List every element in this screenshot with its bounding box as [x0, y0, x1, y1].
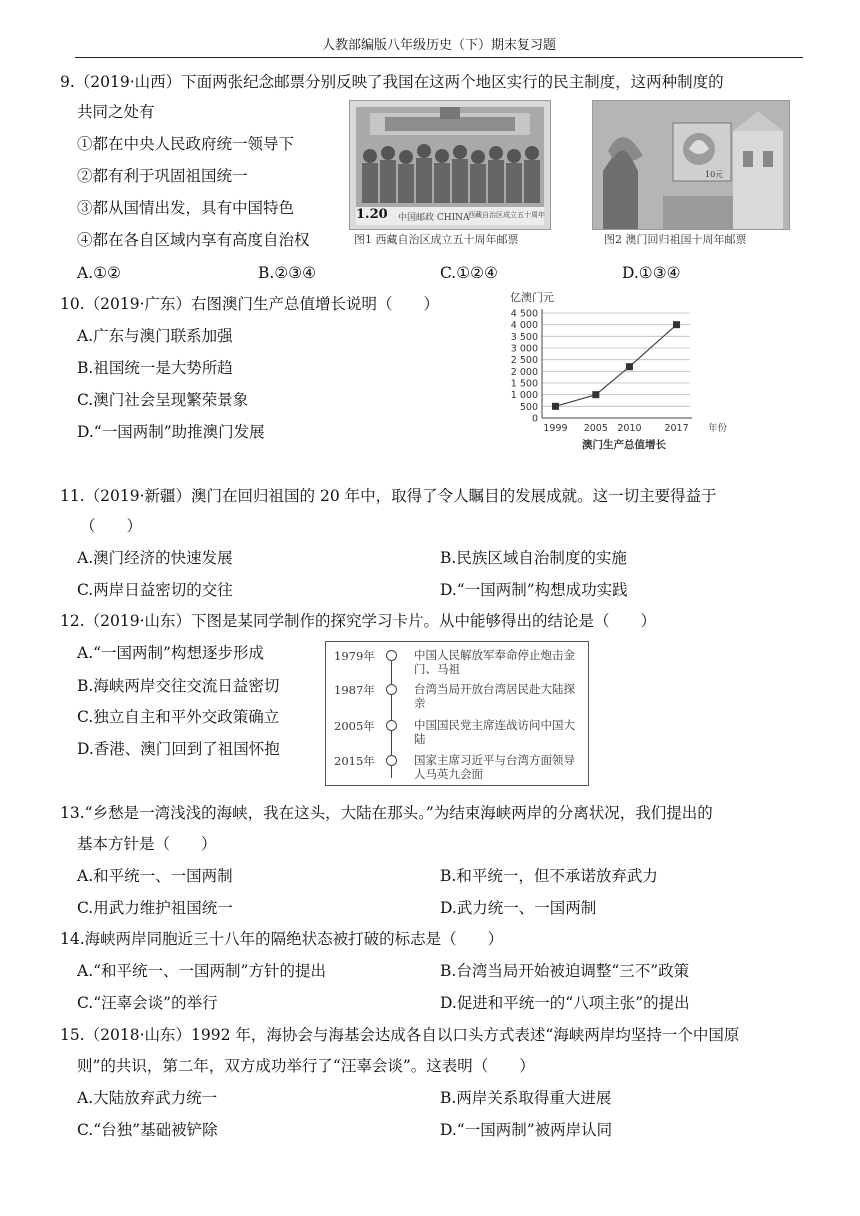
gdp-series-line — [555, 325, 676, 407]
data-point-marker — [673, 321, 680, 328]
q10-option-c: C.澳门社会呈现繁荣景象 — [77, 391, 249, 409]
q9-option-c: C.①②④ — [440, 264, 498, 282]
y-tick-label: 0 — [531, 413, 538, 425]
q12-option-a: A.“一国两制”构想逐步形成 — [77, 644, 264, 662]
q10-option-b: B.祖国统一是大势所趋 — [77, 359, 233, 377]
tibet-stamp-face-value: 1.20 — [356, 207, 388, 222]
x-tick-label: 2010 — [617, 423, 642, 434]
timeline-event: 中国国民党主席连战访问中国大陆 — [414, 718, 575, 746]
q15-option-a: A.大陆放弃武力统一 — [77, 1089, 218, 1107]
q14-option-c: C.“汪辜会谈”的举行 — [77, 994, 218, 1012]
tibet-stamp-image — [349, 100, 551, 230]
timeline-year: 2005年 — [334, 719, 375, 733]
x-tick-label: 2005 — [583, 423, 608, 434]
timeline-event: 中国人民解放军奉命停止炮击金门、马祖 — [414, 648, 575, 676]
q13-stem-line2: 基本方针是（ ） — [77, 835, 217, 853]
y-tick-label: 1 000 — [510, 390, 538, 402]
q12-option-b: B.海峡两岸交往交流日益密切 — [77, 677, 280, 695]
q11-option-c: C.两岸日益密切的交往 — [77, 581, 233, 599]
q9-item-3: ③都从国情出发，具有中国特色 — [77, 199, 295, 217]
q9-option-d: D.①③④ — [622, 264, 681, 282]
timeline-year: 2015年 — [334, 754, 375, 768]
macau-gdp-line-chart — [490, 285, 740, 465]
y-tick-label: 500 — [519, 401, 538, 413]
q11-stem-line2: （ ） — [80, 517, 143, 535]
q12-option-c: C.独立自主和平外交政策确立 — [77, 708, 280, 726]
y-tick-label: 3 000 — [510, 343, 538, 355]
y-tick-label: 3 500 — [510, 331, 538, 343]
data-point-marker — [626, 363, 633, 370]
x-tick-label: 2017 — [664, 423, 689, 434]
macau-stamp-caption: 图2 澳门回归祖国十周年邮票 — [604, 233, 747, 246]
q9-item-2: ②都有利于巩固祖国统一 — [77, 167, 248, 185]
q15-stem-line1: 15.（2018·山东）1992 年，海协会与海基会达成各自以口头方式表述“海峡两岸均坚持一个中国原 — [60, 1026, 740, 1044]
y-tick-label: 1 500 — [510, 378, 538, 390]
q11-option-d: D.“一国两制”构想成功实践 — [440, 581, 628, 599]
q14-option-d: D.促进和平统一的“八项主张”的提出 — [440, 994, 690, 1012]
q15-option-d: D.“一国两制”被两岸认同 — [440, 1121, 613, 1139]
page-header: 人教部编版八年级历史（下）期末复习题 — [75, 34, 803, 58]
q9-stem-line2: 共同之处有 — [77, 103, 155, 121]
q15-stem-line2: 则”的共识，第二年，双方成功举行了“汪辜会谈”。这表明（ ） — [77, 1057, 535, 1075]
q9-option-a: A.①② — [77, 264, 121, 282]
macau-stamp-value: 10元 — [705, 170, 724, 179]
q13-option-a: A.和平统一、一国两制 — [77, 867, 233, 885]
timeline-event: 台湾当局开放台湾居民赴大陆探亲 — [414, 682, 575, 710]
tibet-stamp-postal-label: 中国邮政 CHINA — [398, 213, 470, 223]
tibet-stamp-small-text: 西藏自治区成立五十周年 — [468, 211, 545, 219]
data-point-marker — [592, 391, 599, 398]
q10-stem: 10.（2019·广东）右图澳门生产总值增长说明（ ） — [60, 295, 440, 313]
q9-item-4: ④都在各自区域内享有高度自治权 — [77, 231, 310, 249]
q13-stem-line1: 13.“乡愁是一湾浅浅的海峡，我在这头，大陆在那头。”为结束海峡两岸的分离状况，我们提出的 — [60, 804, 713, 822]
q14-option-a: A.“和平统一、一国两制”方针的提出 — [77, 962, 326, 980]
q10-option-a: A.广东与澳门联系加强 — [77, 327, 233, 345]
timeline-year: 1987年 — [334, 683, 375, 697]
timeline-node-icon — [386, 650, 397, 661]
y-tick-label: 2 500 — [510, 355, 538, 367]
q15-option-c: C.“台独”基础被铲除 — [77, 1121, 218, 1139]
q15-option-b: B.两岸关系取得重大进展 — [440, 1089, 612, 1107]
y-axis-label: 亿澳门元 — [510, 291, 554, 304]
y-tick-label: 4 500 — [510, 308, 538, 320]
q9-item-1: ①都在中央人民政府统一领导下 — [77, 135, 295, 153]
q11-option-b: B.民族区域自治制度的实施 — [440, 549, 627, 567]
q12-stem: 12.（2019·山东）下图是某同学制作的探究学习卡片。从中能够得出的结论是（ ） — [60, 612, 657, 630]
q9-stem-line1: 9.（2019·山西）下面两张纪念邮票分别反映了我国在这两个地区实行的民主制度，这两种制度的 — [60, 73, 724, 91]
tibet-stamp-caption: 图1 西藏自治区成立五十周年邮票 — [354, 233, 519, 246]
q13-option-d: D.武力统一、一国两制 — [440, 899, 597, 917]
q13-option-b: B.和平统一，但不承诺放弃武力 — [440, 867, 658, 885]
q10-option-d: D.“一国两制”助推澳门发展 — [77, 423, 265, 441]
q12-option-d: D.香港、澳门回到了祖国怀抱 — [77, 740, 280, 758]
y-tick-label: 2 000 — [510, 366, 538, 378]
q14-stem: 14.海峡两岸同胞近三十八年的隔绝状态被打破的标志是（ ） — [60, 930, 504, 948]
x-axis-label: 年份 — [708, 423, 728, 434]
macau-stamp-illustration — [593, 101, 789, 229]
study-card-timeline — [325, 641, 589, 786]
x-tick-label: 1999 — [543, 423, 568, 434]
q14-option-b: B.台湾当局开始被迫调整“三不”政策 — [440, 962, 690, 980]
q11-stem-line1: 11.（2019·新疆）澳门在回归祖国的 20 年中，取得了令人瞩目的发展成就。这一切主要得益于 — [60, 487, 717, 505]
q9-option-b: B.②③④ — [258, 264, 317, 282]
macau-stamp-image — [592, 100, 790, 230]
q13-option-c: C.用武力维护祖国统一 — [77, 899, 233, 917]
timeline-node-icon — [386, 755, 397, 766]
y-tick-label: 4 000 — [510, 320, 538, 332]
timeline-node-icon — [386, 684, 397, 695]
chart-title: 澳门生产总值增长 — [582, 439, 666, 451]
timeline-event: 国家主席习近平与台湾方面领导人马英九会面 — [414, 753, 575, 781]
timeline-year: 1979年 — [334, 649, 375, 663]
timeline-node-icon — [386, 720, 397, 731]
q11-option-a: A.澳门经济的快速发展 — [77, 549, 233, 567]
data-point-marker — [552, 403, 559, 410]
